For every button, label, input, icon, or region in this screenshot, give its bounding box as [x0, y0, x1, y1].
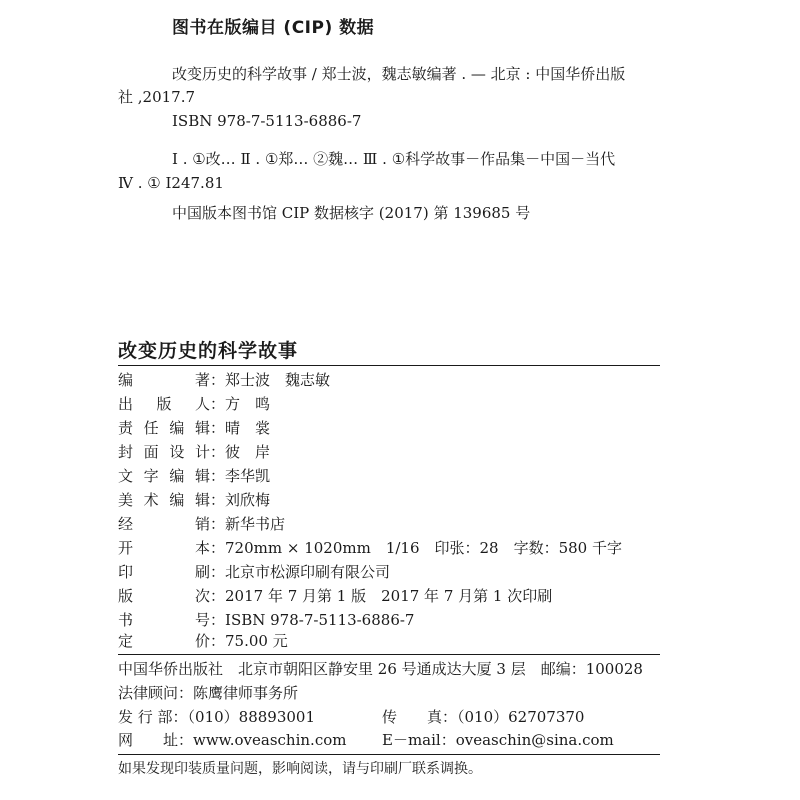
- email-address: E－mail：oveaschin@sina.com: [382, 731, 614, 749]
- credit-row: 美术编辑：刘欣梅: [118, 491, 271, 509]
- credit-row: 责任编辑：晴 裳: [118, 419, 271, 437]
- website-url: 网 址：www.oveaschin.com: [118, 731, 347, 749]
- divider-middle: [118, 654, 660, 655]
- cip-line: 社 ,2017.7: [118, 88, 196, 106]
- credit-row: 印刷：北京市松源印刷有限公司: [118, 563, 391, 581]
- credit-row: 开本：720mm × 1020mm 1/16 印张：28 字数：580 千字: [118, 539, 622, 557]
- legal-advisor: 法律顾问：陈鹰律师事务所: [118, 684, 299, 702]
- cip-classification-cont: Ⅳ . ① I247.81: [118, 174, 224, 192]
- cip-isbn: ISBN 978-7-5113-6886-7: [172, 112, 362, 130]
- cip-classification: Ⅰ . ①改… Ⅱ . ①郑… ②魏… Ⅲ . ①科学故事－作品集－中国－当代: [172, 150, 616, 168]
- credit-row: 文字编辑：李华凯: [118, 467, 271, 485]
- divider-top: [118, 365, 660, 366]
- distribution-phone: 发 行 部：（010）88893001: [118, 708, 316, 726]
- publisher-address: 中国华侨出版社 北京市朝阳区静安里 26 号通成达大厦 3 层 邮编：100028: [118, 660, 643, 678]
- cip-heading: 图书在版编目 (CIP) 数据: [172, 18, 375, 38]
- contact-row: [118, 729, 660, 751]
- cip-record-number: 中国版本图书馆 CIP 数据核字 (2017) 第 139685 号: [172, 204, 531, 222]
- credit-row: 版次：2017 年 7 月第 1 版 2017 年 7 月第 1 次印刷: [118, 587, 553, 605]
- divider-bottom: [118, 754, 660, 755]
- credit-row: 经销：新华书店: [118, 515, 286, 533]
- fax-number: 传 真：（010）62707370: [382, 708, 585, 726]
- credit-row: 封面设计：彼 岸: [118, 443, 271, 461]
- credit-row: 书号：ISBN 978-7-5113-6886-7: [118, 611, 415, 629]
- credit-row: 定价：75.00 元: [118, 632, 288, 650]
- cip-line: 改变历史的科学故事 / 郑士波，魏志敏编著 . — 北京 : 中国华侨出版: [172, 65, 626, 83]
- book-title: 改变历史的科学故事: [118, 340, 299, 362]
- credit-row: 编著：郑士波 魏志敏: [118, 371, 331, 389]
- contact-row: [118, 706, 660, 728]
- print-quality-notice: 如果发现印装质量问题，影响阅读，请与印刷厂联系调换。: [118, 761, 482, 777]
- credit-row: 出版人：方 鸣: [118, 395, 271, 413]
